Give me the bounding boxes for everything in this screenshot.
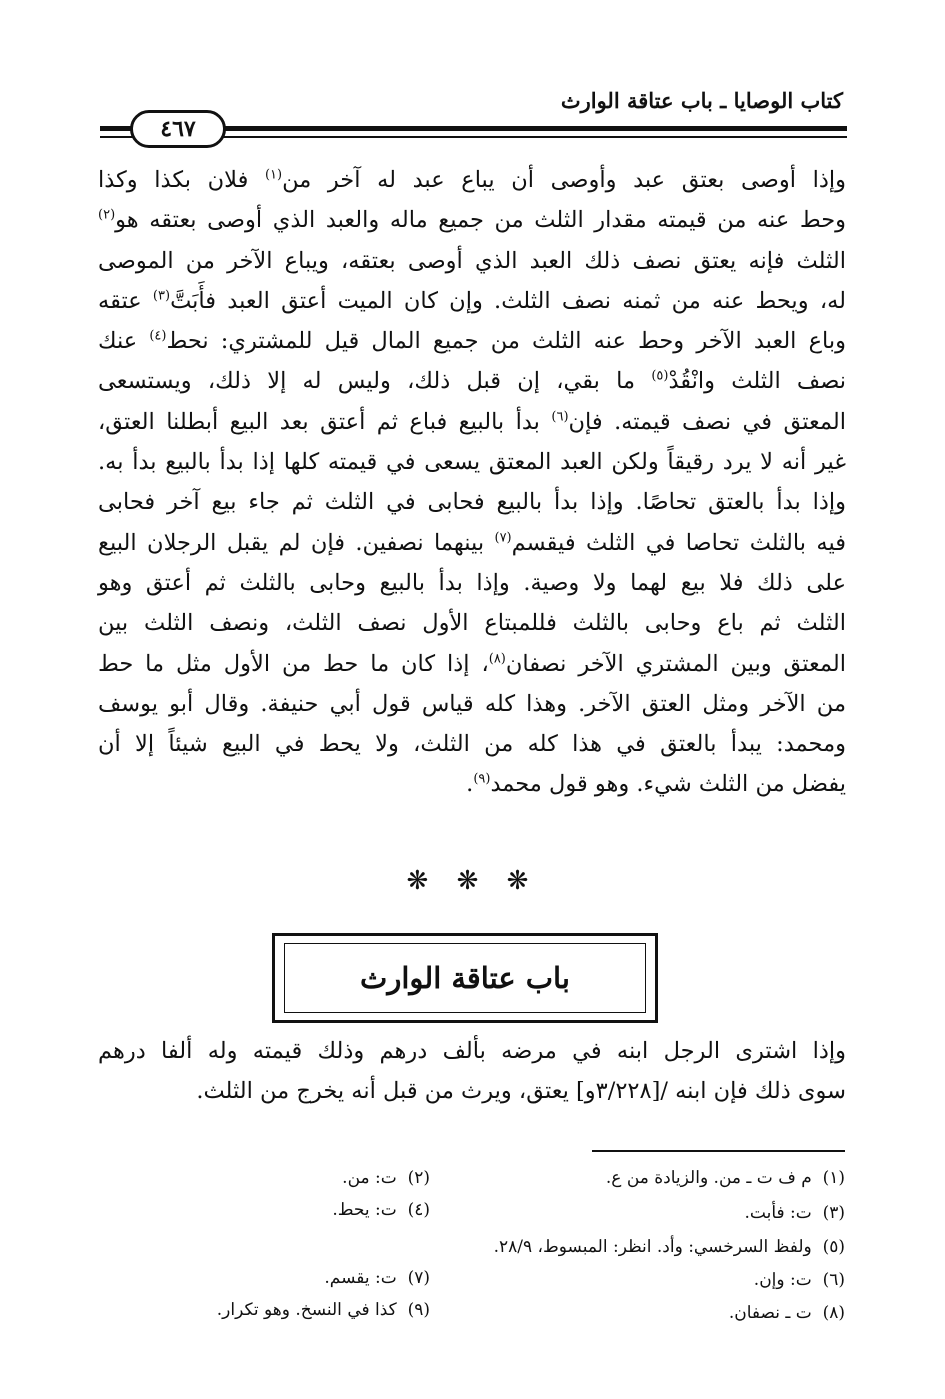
text-line: المعتق في نصف قيمته. فإن$^{(٦)}$ بدأ بالبيع فباع ثم أعتق بعد البيع أبطلنا العتق،: [98, 408, 846, 435]
chapter-title: باب عتاقة الوارث: [360, 961, 570, 995]
section-ornament: ❋ ❋ ❋: [406, 866, 539, 896]
text-line: المعتق وبين المشتري الآخر نصفان$^{(٨)}$، إذا كان ما حط من الأول مثل ما حط: [98, 650, 847, 677]
footnote-ref[interactable]: (٤): [149, 328, 167, 344]
main-paragraph: [98, 160, 846, 805]
text-line: غير أنه لا يرد رقيقاً ولكن العبد المعتق يسعى في قيمته كلها إذا بدأ بالبيع بدأ به.: [98, 449, 846, 476]
text-line: له، ويحط عنه من ثمنه نصف الثلث. وإن كان الميت أعتق العبد فأَبَتَّ$^{(٣)}$ عتقه: [98, 287, 846, 314]
footnote-ref[interactable]: (٧): [494, 530, 512, 546]
footnote: (٥) ولفظ السرخسي: وأد. انظر: المبسوط، ٢٨/٩.: [493, 1237, 845, 1257]
footnote-ref[interactable]: (٥): [651, 368, 669, 384]
footnote: (٣) ت: فأبت.: [744, 1203, 845, 1223]
text-line: وإذا أوصى بعتق عبد وأوصى أن يباع عبد له آخر من$^{(١)}$ فلان بكذا وكذا: [98, 167, 846, 193]
footnote-ref[interactable]: (١): [264, 167, 283, 183]
footnote: (٤) ت: يحط.: [332, 1200, 430, 1220]
text-line: الثلث ثم باع وحابى بالثلث فللمبتاع الأول نصف الثلث، ونصف الثلث بين: [98, 610, 846, 637]
text-line: سوى ذلك فإن ابنه /[٣/٢٢٨و] يعتق، ويرث من قبل أنه يخرج من الثلث.: [196, 1078, 846, 1105]
footnote-ref[interactable]: (٩): [473, 771, 491, 787]
footnote-ref[interactable]: (٨): [488, 651, 506, 667]
footnote: (٢) ت: من.: [342, 1168, 430, 1188]
text-line: الثلث فإنه يعتق نصف ذلك العبد الذي أوصى بعتقه، ويباع الآخر من الموصى: [98, 247, 846, 274]
text-line: على ذلك فلا بيع لهما ولا وصية. وإذا بدأ بالبيع وحابى بالثلث ثم أعتق وهو: [98, 569, 846, 596]
chapter-frame-inner: [284, 943, 646, 1013]
footnote: (٨) ت ـ نصفان.: [728, 1303, 845, 1323]
text-line: وحط عنه من قيمته مقدار الثلث من جميع ماله والعبد الذي أوصى بعتقه هو$^{(٢)}$: [98, 207, 846, 234]
running-title: كتاب الوصايا ـ باب عتاقة الوارث: [560, 88, 843, 113]
footnote: (٩) كذا في النسخ. وهو تكرار.: [216, 1300, 430, 1320]
page-number: ٤٦٧: [130, 110, 226, 148]
text-line: فيه بالثلث تحاصا في الثلث فيقسم$^{(٧)}$ بينهما نصفين. فإن لم يقبل الرجلان البيع: [98, 529, 846, 556]
text-line: وباع العبد الآخر وحط عنه الثلث من جميع المال قيل للمشتري: نحط$^{(٤)}$ عنك: [98, 328, 846, 355]
text-line: يفضل من الثلث شيء. وهو قول محمد$^{(٩)}$.: [466, 771, 846, 798]
text-line: وإذا اشترى الرجل ابنه في مرضه بألف درهم وذلك قيمته وله ألفا درهم: [98, 1038, 846, 1064]
second-paragraph: [98, 1031, 846, 1112]
footnote: (١) م ف ت ـ من. والزيادة من ع.: [605, 1168, 845, 1188]
footnote-ref[interactable]: (٢): [98, 207, 116, 223]
footnote-separator: [592, 1150, 845, 1152]
text-line: من الآخر ومثل العتق الآخر. وهذا كله قياس قول أبي حنيفة. وقال أبو يوسف: [98, 690, 846, 717]
footnote-ref[interactable]: (٣): [152, 288, 171, 304]
footnote-ref[interactable]: (٦): [551, 409, 569, 425]
footnote: (٦) ت: وإن.: [753, 1270, 845, 1290]
footnote: (٧) ت: يقسم.: [324, 1268, 430, 1288]
text-line: وإذا بدأ بالعتق تحاصًا. وإذا بدأ بالبيع فحابى في الثلث ثم جاء بيع آخر فحابى: [98, 489, 846, 516]
text-line: ومحمد: يبدأ بالعتق في هذا كله من الثلث، ولا يحط في البيع شيئاً إلا أن: [98, 731, 846, 758]
text-line: نصف الثلث وانْقُدْ$^{(٥)}$ ما بقي، إن قبل ذلك، وليس له إلا ذلك، ويستسعى: [98, 368, 846, 395]
